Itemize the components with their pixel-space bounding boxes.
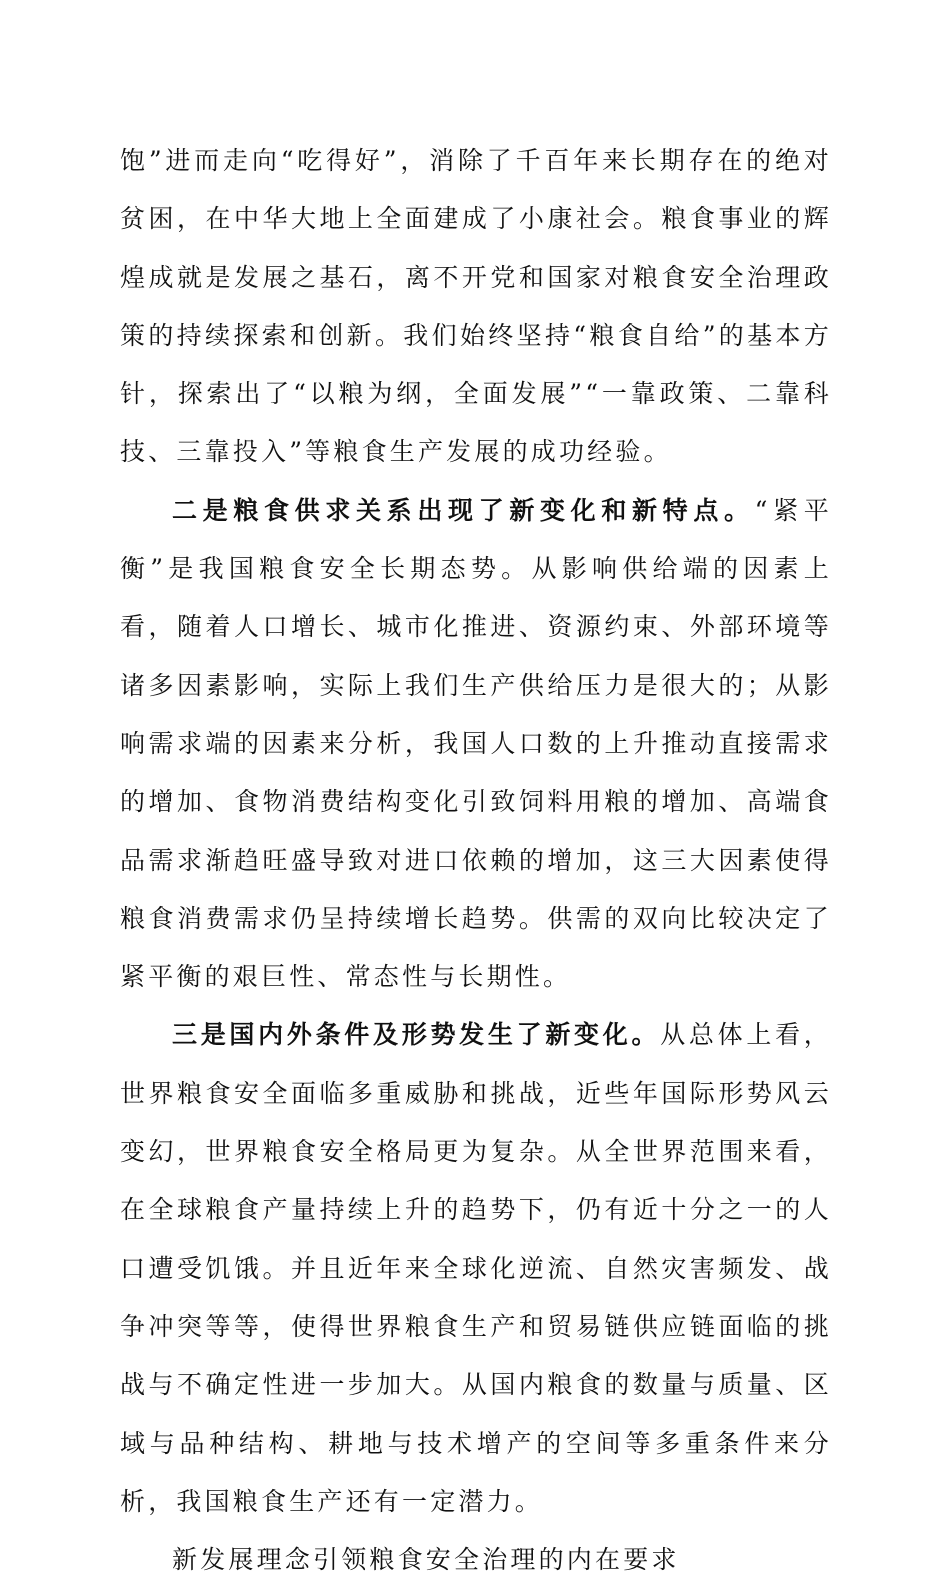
paragraph-continuation — [120, 132, 832, 482]
body-text — [120, 132, 832, 1589]
paragraph-lead: 二是粮食供求关系出现了新变化和新特点。 — [172, 495, 755, 525]
paragraph-lead: 三是国内外条件及形势发生了新变化。 — [172, 1020, 661, 1050]
paragraph-text: “紧平衡”是我国粮食安全长期态势。从影响供给端的因素上看，随着人口增长、城市化推进、资源约束、外部环境等诸多因素影响，实际上我们生产供给压力是很大的；从影响需求端的因素来分析，我国人口数的上升推动直接需求的增加、食物消费结构变化引致饲料用粮的增加、高端食品需求渐趋旺盛导致对进口依赖的增加，这三大因素使得粮食消费需求仍呈持续增长趋势。供需的双向比较决定了紧平衡的艰巨性、常态性与长期性。 — [120, 495, 832, 992]
paragraph-text: 饱”进而走向“吃得好”，消除了千百年来长期存在的绝对贫困，在中华大地上全面建成了小康社会。粮食事业的辉煌成就是发展之基石，离不开党和国家对粮食安全治理政策的持续探索和创新。我们始终坚持“粮食自给”的基本方针，探索出了“以粮为纲，全面发展”“一靠政策、二靠科技、三靠投入”等粮食生产发展的成功经验。 — [120, 146, 832, 467]
section-heading: 新发展理念引领粮食安全治理的内在要求 — [172, 1545, 680, 1575]
paragraph-domestic-international — [120, 1006, 832, 1531]
paragraph-text: 从总体上看，世界粮食安全面临多重威胁和挑战，近些年国际形势风云变幻，世界粮食安全格局更为复杂。从全世界范围来看，在全球粮食产量持续上升的趋势下，仍有近十分之一的人口遭受饥饿。并且近年来全球化逆流、自然灾害频发、战争冲突等等，使得世界粮食生产和贸易链供应链面临的挑战与不确定性进一步加大。从国内粮食的数量与质量、区域与品种结构、耕地与技术增产的空间等多重条件来分析，我国粮食生产还有一定潜力。 — [120, 1020, 833, 1516]
paragraph-supply-demand — [120, 482, 832, 1007]
